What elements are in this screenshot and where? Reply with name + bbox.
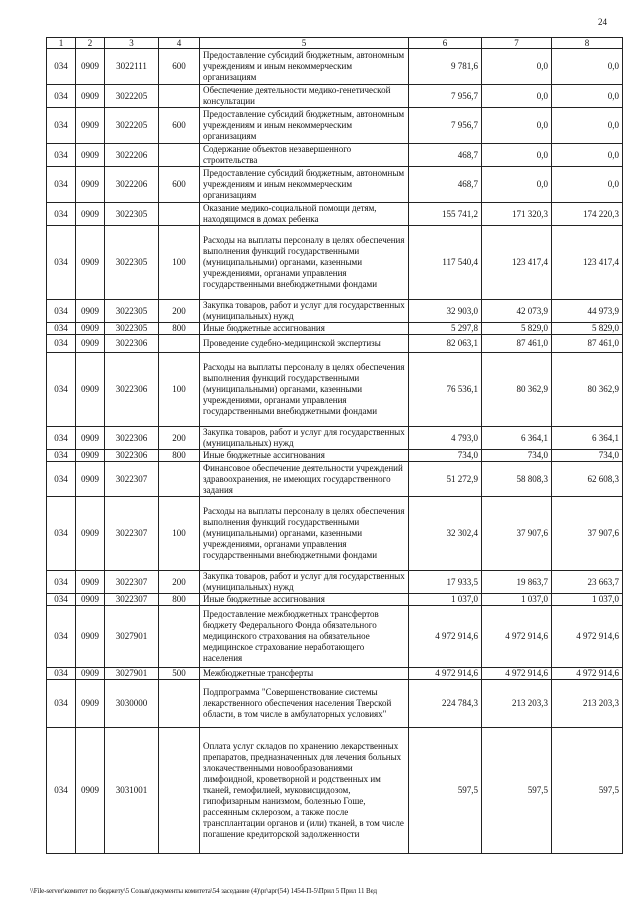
amount-col8-cell: 87 461,0 <box>552 335 623 353</box>
table-row <box>47 49 623 85</box>
item-name-cell: Финансовое обеспечение деятельности учреждений здравоохранения, не имеющих государственного задания <box>200 462 409 497</box>
amount-col7-cell: 4 972 914,6 <box>482 606 552 668</box>
amount-col8-cell: 213 203,3 <box>552 680 623 728</box>
item-name-cell: Межбюджетные трансферты <box>200 668 409 680</box>
section-code-cell: 0909 <box>76 594 105 606</box>
target-article-cell: 3022307 <box>105 594 159 606</box>
amount-col7-cell: 597,5 <box>482 728 552 854</box>
table-row <box>47 108 623 144</box>
amount-col8-cell: 0,0 <box>552 167 623 203</box>
expense-type-cell <box>159 85 200 108</box>
item-name-cell: Содержание объектов незавершенного строительства <box>200 144 409 167</box>
table-row <box>47 497 623 571</box>
table-row <box>47 144 623 167</box>
section-code-cell: 0909 <box>76 606 105 668</box>
admin-code-cell: 034 <box>47 728 76 854</box>
amount-col7-cell: 87 461,0 <box>482 335 552 353</box>
amount-col6-cell: 734,0 <box>409 450 482 462</box>
amount-col6-cell: 7 956,7 <box>409 85 482 108</box>
amount-col6-cell: 4 793,0 <box>409 427 482 450</box>
expense-type-cell <box>159 462 200 497</box>
amount-col8-cell: 80 362,9 <box>552 353 623 427</box>
amount-col8-cell: 37 907,6 <box>552 497 623 571</box>
amount-col6-cell: 32 302,4 <box>409 497 482 571</box>
section-code-cell: 0909 <box>76 49 105 85</box>
table-row <box>47 571 623 594</box>
admin-code-cell: 034 <box>47 108 76 144</box>
amount-col6-cell: 1 037,0 <box>409 594 482 606</box>
amount-col8-cell: 1 037,0 <box>552 594 623 606</box>
target-article-cell: 3022205 <box>105 108 159 144</box>
admin-code-cell: 034 <box>47 680 76 728</box>
section-code-cell: 0909 <box>76 85 105 108</box>
section-code-cell: 0909 <box>76 728 105 854</box>
admin-code-cell: 034 <box>47 450 76 462</box>
item-name-cell: Предоставление субсидий бюджетным, автономным учреждениям и иным некоммерческим организациям <box>200 49 409 85</box>
expense-type-cell <box>159 606 200 668</box>
expense-type-cell: 100 <box>159 497 200 571</box>
section-code-cell: 0909 <box>76 108 105 144</box>
amount-col7-cell: 5 829,0 <box>482 323 552 335</box>
table-row <box>47 226 623 300</box>
amount-col7-cell: 0,0 <box>482 49 552 85</box>
expense-type-cell: 600 <box>159 49 200 85</box>
column-header: 6 <box>409 38 482 49</box>
table-row <box>47 594 623 606</box>
item-name-cell: Расходы на выплаты персоналу в целях обеспечения выполнения функций государственными (муниципальными) органами, казенными учреждениями, органами управления государственными внебюджетными фондами <box>200 226 409 300</box>
section-code-cell: 0909 <box>76 203 105 226</box>
table-row <box>47 668 623 680</box>
section-code-cell: 0909 <box>76 226 105 300</box>
amount-col8-cell: 0,0 <box>552 85 623 108</box>
admin-code-cell: 034 <box>47 353 76 427</box>
amount-col7-cell: 58 808,3 <box>482 462 552 497</box>
column-header: 4 <box>159 38 200 49</box>
expense-type-cell: 600 <box>159 108 200 144</box>
expense-type-cell: 500 <box>159 668 200 680</box>
amount-col7-cell: 1 037,0 <box>482 594 552 606</box>
file-path-footer: \\File-server\комитет по бюджету\5 Созыв\документы комитета\54 заседание (4)\pr\арг(54) 1454-П-5\Прил 5 Прил 11 Вед <box>30 887 377 895</box>
amount-col6-cell: 76 536,1 <box>409 353 482 427</box>
amount-col6-cell: 32 903,0 <box>409 300 482 323</box>
target-article-cell: 3022111 <box>105 49 159 85</box>
amount-col7-cell: 42 073,9 <box>482 300 552 323</box>
amount-col7-cell: 80 362,9 <box>482 353 552 427</box>
admin-code-cell: 034 <box>47 571 76 594</box>
item-name-cell: Расходы на выплаты персоналу в целях обеспечения выполнения функций государственными (муниципальными) органами, казенными учреждениями, органами управления государственными внебюджетными фондами <box>200 497 409 571</box>
column-header: 8 <box>552 38 623 49</box>
table-row <box>47 680 623 728</box>
item-name-cell: Иные бюджетные ассигнования <box>200 594 409 606</box>
table-row <box>47 462 623 497</box>
amount-col6-cell: 597,5 <box>409 728 482 854</box>
table-row <box>47 728 623 854</box>
section-code-cell: 0909 <box>76 462 105 497</box>
amount-col8-cell: 174 220,3 <box>552 203 623 226</box>
expense-type-cell: 800 <box>159 594 200 606</box>
amount-col8-cell: 6 364,1 <box>552 427 623 450</box>
section-code-cell: 0909 <box>76 571 105 594</box>
target-article-cell: 3022306 <box>105 427 159 450</box>
expense-type-cell <box>159 335 200 353</box>
table-header-row <box>47 38 623 49</box>
section-code-cell: 0909 <box>76 323 105 335</box>
target-article-cell: 3022206 <box>105 144 159 167</box>
table-row <box>47 300 623 323</box>
amount-col7-cell: 213 203,3 <box>482 680 552 728</box>
target-article-cell: 3022305 <box>105 226 159 300</box>
amount-col7-cell: 171 320,3 <box>482 203 552 226</box>
expense-type-cell <box>159 203 200 226</box>
amount-col8-cell: 62 608,3 <box>552 462 623 497</box>
admin-code-cell: 034 <box>47 226 76 300</box>
target-article-cell: 3022307 <box>105 571 159 594</box>
expense-type-cell: 200 <box>159 300 200 323</box>
expense-type-cell: 600 <box>159 167 200 203</box>
section-code-cell: 0909 <box>76 668 105 680</box>
admin-code-cell: 034 <box>47 606 76 668</box>
item-name-cell: Закупка товаров, работ и услуг для государственных (муниципальных) нужд <box>200 300 409 323</box>
amount-col7-cell: 19 863,7 <box>482 571 552 594</box>
amount-col6-cell: 51 272,9 <box>409 462 482 497</box>
page-number: 24 <box>598 17 607 27</box>
amount-col7-cell: 4 972 914,6 <box>482 668 552 680</box>
amount-col6-cell: 117 540,4 <box>409 226 482 300</box>
amount-col8-cell: 23 663,7 <box>552 571 623 594</box>
amount-col7-cell: 734,0 <box>482 450 552 462</box>
amount-col8-cell: 597,5 <box>552 728 623 854</box>
table-row <box>47 323 623 335</box>
target-article-cell: 3022306 <box>105 450 159 462</box>
item-name-cell: Закупка товаров, работ и услуг для государственных (муниципальных) нужд <box>200 427 409 450</box>
section-code-cell: 0909 <box>76 335 105 353</box>
expense-type-cell: 800 <box>159 323 200 335</box>
column-header: 2 <box>76 38 105 49</box>
target-article-cell: 3027901 <box>105 606 159 668</box>
table-row <box>47 353 623 427</box>
amount-col7-cell: 0,0 <box>482 167 552 203</box>
amount-col6-cell: 224 784,3 <box>409 680 482 728</box>
expense-type-cell: 800 <box>159 450 200 462</box>
table-row <box>47 450 623 462</box>
item-name-cell: Оплата услуг складов по хранению лекарственных препаратов, предназначенных для лечения больных злокачественными новообразованиями лимфоидной, кроветворной и родственных им тканей, гемофилией, муковисцидозом, гипофизарным нанизмом, болезнью Гоше, рассеянным склерозом, а также после трансплантации органов и (или) тканей, в том числе погашение кредиторской задолженности <box>200 728 409 854</box>
table-row <box>47 203 623 226</box>
target-article-cell: 3030000 <box>105 680 159 728</box>
amount-col8-cell: 0,0 <box>552 49 623 85</box>
amount-col7-cell: 0,0 <box>482 108 552 144</box>
amount-col8-cell: 123 417,4 <box>552 226 623 300</box>
section-code-cell: 0909 <box>76 353 105 427</box>
amount-col8-cell: 734,0 <box>552 450 623 462</box>
column-header: 1 <box>47 38 76 49</box>
amount-col8-cell: 0,0 <box>552 144 623 167</box>
table-row <box>47 167 623 203</box>
amount-col8-cell: 44 973,9 <box>552 300 623 323</box>
item-name-cell: Предоставление субсидий бюджетным, автономным учреждениям и иным некоммерческим организациям <box>200 167 409 203</box>
amount-col7-cell: 0,0 <box>482 144 552 167</box>
amount-col6-cell: 155 741,2 <box>409 203 482 226</box>
target-article-cell: 3022306 <box>105 353 159 427</box>
admin-code-cell: 034 <box>47 594 76 606</box>
amount-col6-cell: 17 933,5 <box>409 571 482 594</box>
item-name-cell: Предоставление субсидий бюджетным, автономным учреждениям и иным некоммерческим организациям <box>200 108 409 144</box>
item-name-cell: Предоставление межбюджетных трансфертов бюджету Федерального Фонда обязательного медицинского страхования на обязательное медицинское страхование неработающего населения <box>200 606 409 668</box>
target-article-cell: 3022305 <box>105 323 159 335</box>
amount-col8-cell: 4 972 914,6 <box>552 668 623 680</box>
target-article-cell: 3027901 <box>105 668 159 680</box>
expense-type-cell <box>159 680 200 728</box>
item-name-cell: Проведение судебно-медицинской экспертизы <box>200 335 409 353</box>
item-name-cell: Иные бюджетные ассигнования <box>200 450 409 462</box>
table-row <box>47 606 623 668</box>
admin-code-cell: 034 <box>47 335 76 353</box>
column-header: 5 <box>200 38 409 49</box>
amount-col7-cell: 37 907,6 <box>482 497 552 571</box>
item-name-cell: Закупка товаров, работ и услуг для государственных (муниципальных) нужд <box>200 571 409 594</box>
expense-type-cell: 100 <box>159 353 200 427</box>
amount-col7-cell: 0,0 <box>482 85 552 108</box>
amount-col8-cell: 4 972 914,6 <box>552 606 623 668</box>
admin-code-cell: 034 <box>47 203 76 226</box>
amount-col6-cell: 7 956,7 <box>409 108 482 144</box>
expense-type-cell: 200 <box>159 571 200 594</box>
expense-type-cell: 200 <box>159 427 200 450</box>
amount-col6-cell: 468,7 <box>409 144 482 167</box>
table-row <box>47 427 623 450</box>
column-header: 7 <box>482 38 552 49</box>
admin-code-cell: 034 <box>47 49 76 85</box>
target-article-cell: 3022206 <box>105 167 159 203</box>
item-name-cell: Обеспечение деятельности медико-генетической консультации <box>200 85 409 108</box>
expense-type-cell <box>159 144 200 167</box>
target-article-cell: 3022306 <box>105 335 159 353</box>
amount-col7-cell: 6 364,1 <box>482 427 552 450</box>
table-row <box>47 335 623 353</box>
admin-code-cell: 034 <box>47 144 76 167</box>
section-code-cell: 0909 <box>76 167 105 203</box>
item-name-cell: Оказание медико-социальной помощи детям, находящимся в домах ребенка <box>200 203 409 226</box>
admin-code-cell: 034 <box>47 323 76 335</box>
column-header: 3 <box>105 38 159 49</box>
target-article-cell: 3022305 <box>105 203 159 226</box>
amount-col7-cell: 123 417,4 <box>482 226 552 300</box>
target-article-cell: 3022307 <box>105 497 159 571</box>
admin-code-cell: 034 <box>47 167 76 203</box>
target-article-cell: 3031001 <box>105 728 159 854</box>
target-article-cell: 3022205 <box>105 85 159 108</box>
amount-col8-cell: 5 829,0 <box>552 323 623 335</box>
admin-code-cell: 034 <box>47 300 76 323</box>
amount-col6-cell: 9 781,6 <box>409 49 482 85</box>
admin-code-cell: 034 <box>47 85 76 108</box>
section-code-cell: 0909 <box>76 450 105 462</box>
item-name-cell: Иные бюджетные ассигнования <box>200 323 409 335</box>
section-code-cell: 0909 <box>76 144 105 167</box>
budget-table <box>46 37 623 854</box>
amount-col6-cell: 468,7 <box>409 167 482 203</box>
section-code-cell: 0909 <box>76 680 105 728</box>
section-code-cell: 0909 <box>76 427 105 450</box>
admin-code-cell: 034 <box>47 462 76 497</box>
amount-col8-cell: 0,0 <box>552 108 623 144</box>
expense-type-cell: 100 <box>159 226 200 300</box>
item-name-cell: Подпрограмма "Совершенствование системы лекарственного обеспечения населения Тверской области, в том числе в амбулаторных условиях" <box>200 680 409 728</box>
admin-code-cell: 034 <box>47 497 76 571</box>
item-name-cell: Расходы на выплаты персоналу в целях обеспечения выполнения функций государственными (муниципальными) органами, казенными учреждениями, органами управления государственными внебюджетными фондами <box>200 353 409 427</box>
admin-code-cell: 034 <box>47 668 76 680</box>
target-article-cell: 3022307 <box>105 462 159 497</box>
amount-col6-cell: 4 972 914,6 <box>409 668 482 680</box>
expense-type-cell <box>159 728 200 854</box>
amount-col6-cell: 4 972 914,6 <box>409 606 482 668</box>
target-article-cell: 3022305 <box>105 300 159 323</box>
amount-col6-cell: 5 297,8 <box>409 323 482 335</box>
admin-code-cell: 034 <box>47 427 76 450</box>
amount-col6-cell: 82 063,1 <box>409 335 482 353</box>
section-code-cell: 0909 <box>76 497 105 571</box>
table-row <box>47 85 623 108</box>
section-code-cell: 0909 <box>76 300 105 323</box>
